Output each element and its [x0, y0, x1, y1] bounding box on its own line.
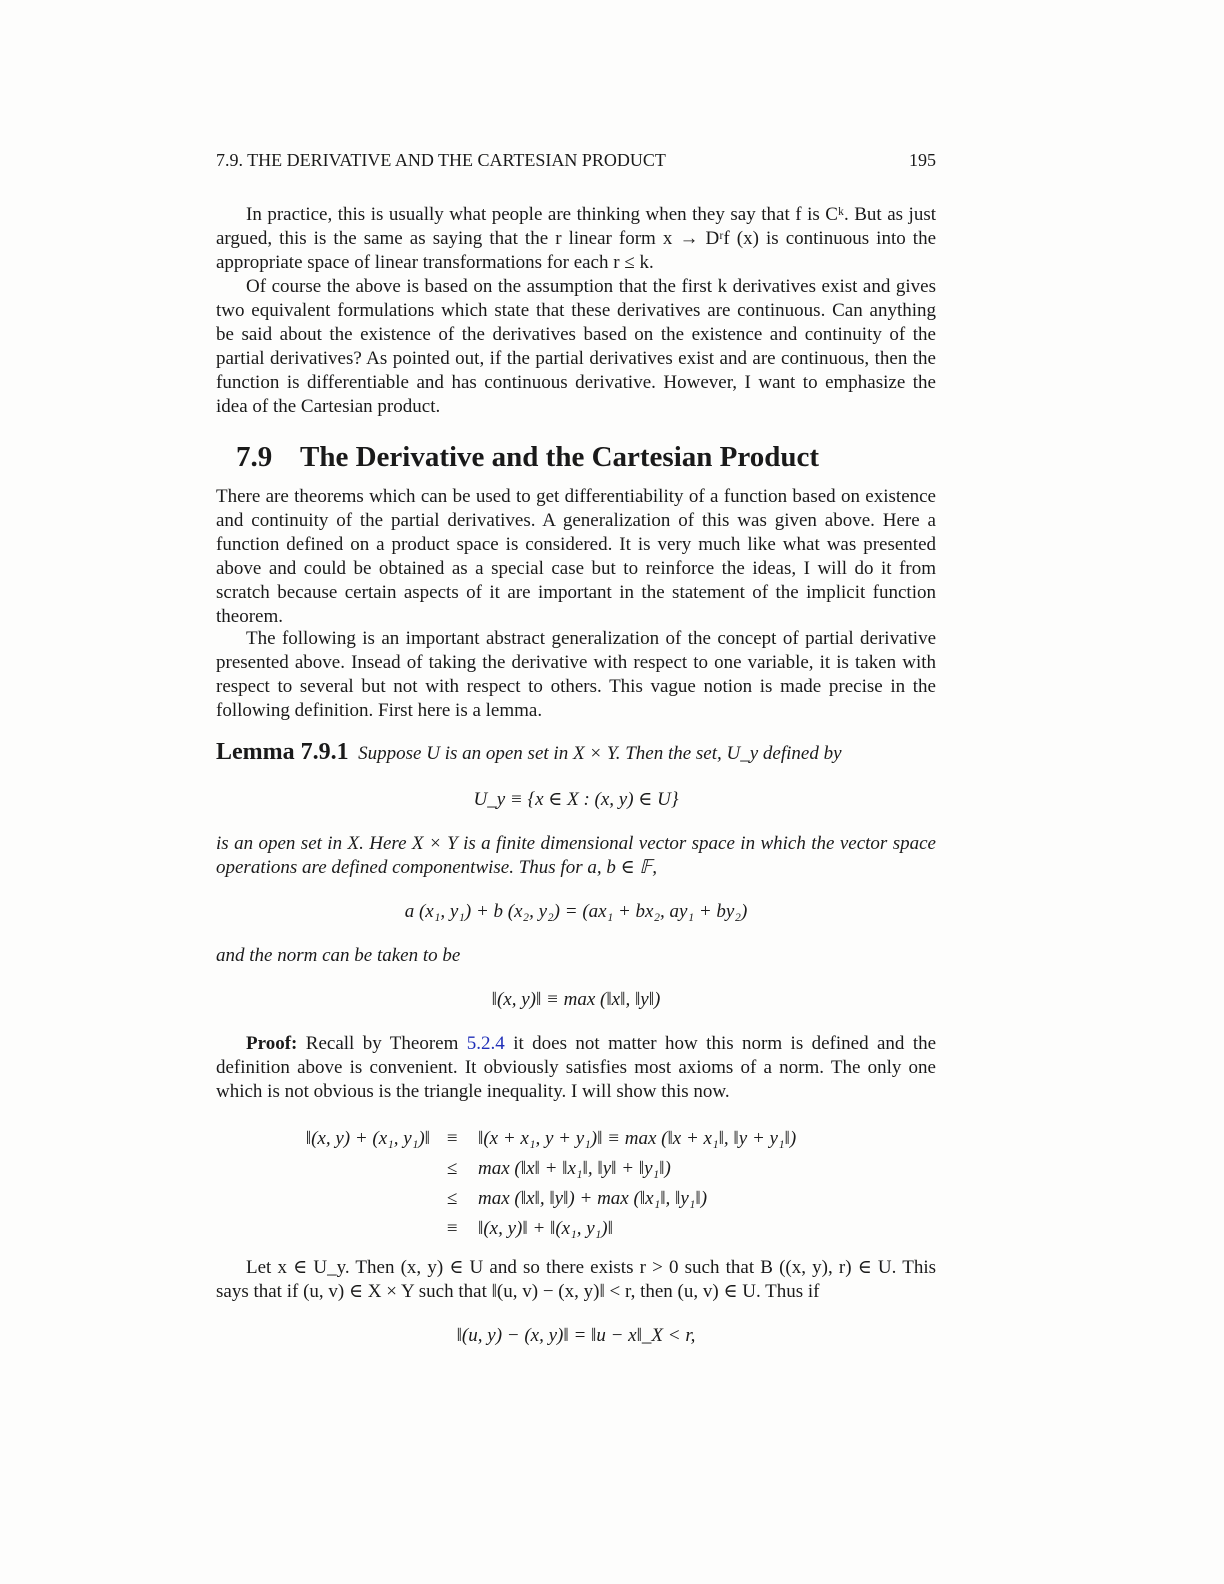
- align-row: [216, 1154, 936, 1184]
- running-header: [216, 149, 936, 171]
- align-rhs: max (‖x‖, ‖y‖) + max (‖x₁‖, ‖y₁‖): [478, 1188, 708, 1209]
- align-row: [216, 1214, 936, 1244]
- intro-paragraph-1: In practice, this is usually what people are thinking when they say that f is Cᵏ. But as just argued, this is the same as saying that the r linear form x → Dʳf (x) is continuous into the appropriate space of linear transformations for each r ≤ k.: [216, 204, 936, 273]
- header-section-title: 7.9. THE DERIVATIVE AND THE CARTESIAN PRODUCT: [216, 150, 666, 170]
- intro-paragraph-2: Of course the above is based on the assumption that the first k derivatives exist and gives two equivalent formulations which state that these derivatives are continuous. Can anything be said about the existence of the derivatives based on the existence and continuity of the partial derivatives? As pointed out, if the partial derivatives exist and are continuous, then the function is differentiable and has continuous derivative. However, I want to emphasize the idea of the Cartesian product.: [216, 276, 936, 417]
- lemma-statement: [216, 740, 936, 766]
- theorem-reference-link[interactable]: 5.2.4: [466, 1033, 505, 1054]
- align-lhs: ‖(x, y) + (x₁, y₁)‖: [305, 1128, 430, 1149]
- section-paragraph-1: There are theorems which can be used to get differentiability of a function based on existence and continuity of the partial derivatives. A generalization of this was given above. Here a function defined on a product space is considered. It is very much like what was presented above and could be obtained as a special case but to reinforce the ideas, I will do it from scratch because certain aspects of it are important in the statement of the implicit function theorem.: [216, 486, 936, 627]
- align-row: [216, 1184, 936, 1214]
- proof-label: Proof:: [246, 1033, 298, 1054]
- proof-paragraph: [216, 1032, 936, 1104]
- proof-text-after-ref: it does not matter how this norm is defined and the definition above is convenient. It obviously satisfies most axioms of a norm. The only one which is not obvious is the triangle inequality. I will show this now.: [216, 1033, 937, 1102]
- align-rhs: ‖(x, y)‖ + ‖(x₁, y₁)‖: [478, 1218, 613, 1239]
- align-rhs: max (‖x‖ + ‖x₁‖, ‖y‖ + ‖y₁‖): [478, 1158, 671, 1179]
- align-relation: ≡: [445, 1218, 459, 1239]
- proof-text-before-ref: Recall by Theorem: [305, 1033, 459, 1054]
- align-relation: ≤: [446, 1158, 458, 1179]
- align-relation: ≤: [446, 1188, 458, 1209]
- equation-final: ‖(u, y) − (x, y)‖ = ‖u − x‖_X < r,: [456, 1325, 696, 1346]
- section-paragraph-2: The following is an important abstract generalization of the concept of partial derivative presented above. Insead of taking the derivative with respect to one variable, it is taken with respect to several but not with respect to others. This vague notion is made precise in the following definition. First here is a lemma.: [216, 628, 936, 721]
- section-number: 7.9: [236, 441, 273, 473]
- align-relation: ≡: [445, 1128, 459, 1149]
- lemma-text-2: is an open set in X. Here X × Y is a finite dimensional vector space in which the vector space operations are defined componentwise. Thus for a, b ∈ 𝔽,: [216, 833, 936, 878]
- lemma-text: Suppose U is an open set in X × Y. Then the set, U_y defined by: [358, 743, 842, 764]
- equation-norm-definition: ‖(x, y)‖ ≡ max (‖x‖, ‖y‖): [491, 989, 661, 1010]
- lemma-text-3: and the norm can be taken to be: [216, 945, 461, 966]
- section-title: The Derivative and the Cartesian Product: [300, 441, 819, 473]
- proof-paragraph-2: Let x ∈ U_y. Then (x, y) ∈ U and so there exists r > 0 such that B ((x, y), r) ∈ U. This says that if (u, v) ∈ X × Y such that ‖(u, v) − (x, y)‖ < r, then (u, v) ∈ U. Thus if: [216, 1257, 936, 1302]
- lemma-label: Lemma 7.9.1: [216, 739, 349, 765]
- section-heading: [236, 440, 819, 474]
- equation-linear-combination: a (x₁, y₁) + b (x₂, y₂) = (ax₁ + bx₂, ay₁ + by₂): [404, 901, 748, 922]
- equation-uy: U_y ≡ {x ∈ X : (x, y) ∈ U}: [473, 789, 679, 810]
- align-row: [216, 1124, 936, 1154]
- triangle-inequality-derivation: [216, 1124, 936, 1244]
- page-number: 195: [909, 150, 936, 170]
- align-rhs: ‖(x + x₁, y + y₁)‖ ≡ max (‖x + x₁‖, ‖y + y₁‖): [478, 1128, 797, 1149]
